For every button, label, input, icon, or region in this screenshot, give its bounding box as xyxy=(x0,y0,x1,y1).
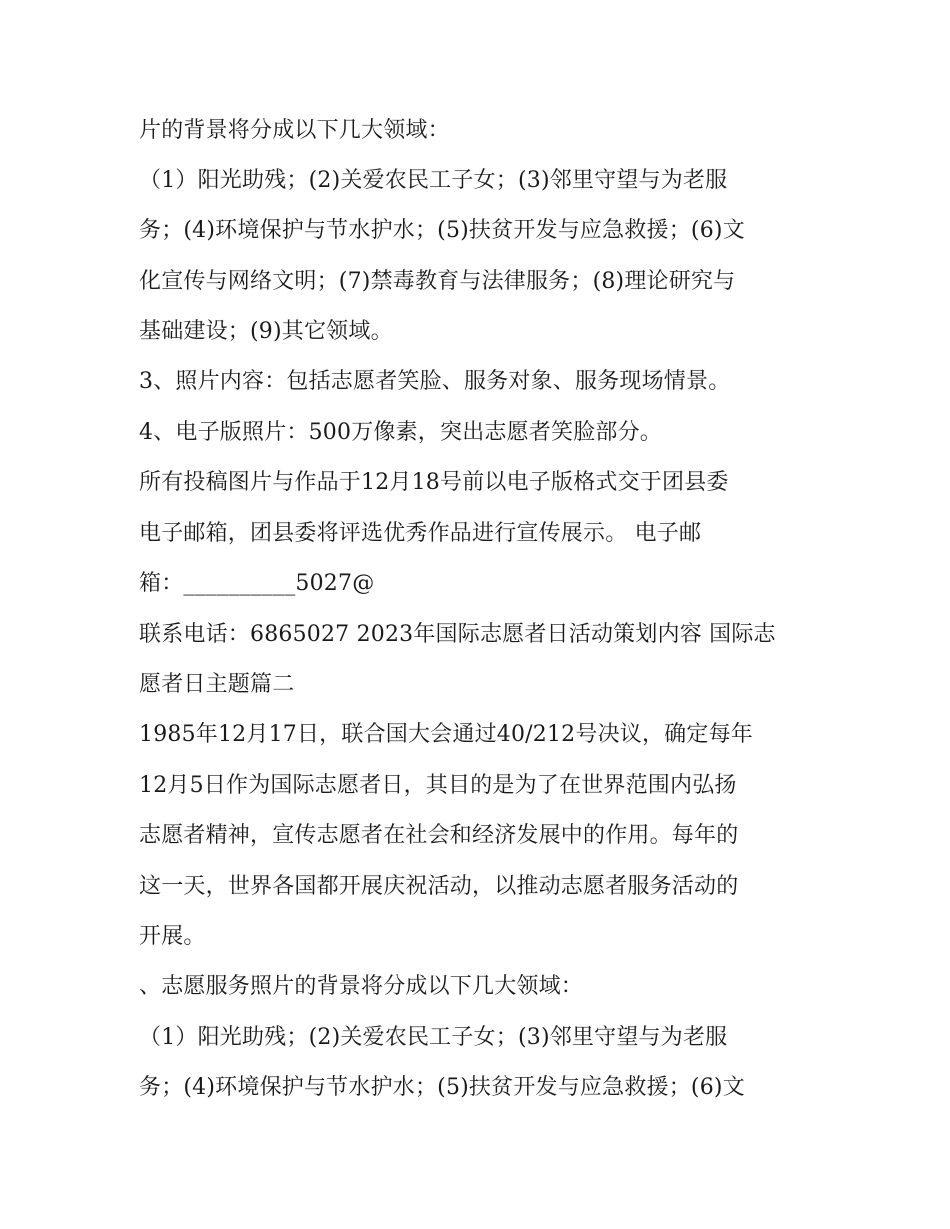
text-line: 片的背景将分成以下几大领域： xyxy=(139,118,450,143)
text-line: 12月5日作为国际志愿者日，其目的是为了在世界范围内弘扬 xyxy=(139,773,737,798)
text-line: 务；(4)环境保护与节水护水；(5)扶贫开发与应急救援；(6)文 xyxy=(139,1075,745,1100)
text-line: 基础建设；(9)其它领域。 xyxy=(139,319,393,344)
text-line: （1）阳光助残；(2)关爱农民工子女；(3)邻里守望与为老服 xyxy=(139,1025,728,1050)
text-line: 开展。 xyxy=(139,924,206,949)
text-line: 志愿者精神，宣传志愿者在社会和经济发展中的作用。每年的 xyxy=(139,823,739,848)
text-line: 电子邮箱，团县委将评选优秀作品进行宣传展示。 电子邮 xyxy=(139,521,702,546)
text-line: （1）阳光助残；(2)关爱农民工子女；(3)邻里守望与为老服 xyxy=(139,168,728,193)
text-line: 务；(4)环境保护与节水护水；(5)扶贫开发与应急救援；(6)文 xyxy=(139,218,745,243)
text-line: 3、照片内容：包括志愿者笑脸、服务对象、服务现场情景。 xyxy=(139,369,731,394)
text-line: 1985年12月17日，联合国大会通过40/212号决议，确定每年 xyxy=(139,722,753,747)
text-line: 箱：__________5027@ xyxy=(139,571,375,596)
text-line: 化宣传与网络文明；(7)禁毒教育与法律服务；(8)理论研究与 xyxy=(139,269,736,294)
text-line: 所有投稿图片与作品于12月18号前以电子版格式交于团县委 xyxy=(139,470,729,495)
text-line: 联系电话：6865027 2023年国际志愿者日活动策划内容 国际志 xyxy=(139,622,776,647)
text-line: 这一天，世界各国都开展庆祝活动，以推动志愿者服务活动的 xyxy=(139,874,739,899)
text-line: 4、电子版照片：500万像素，突出志愿者笑脸部分。 xyxy=(139,420,662,445)
text-line: 愿者日主题篇二 xyxy=(139,672,295,697)
text-line: 、志愿服务照片的背景将分成以下几大领域： xyxy=(139,974,584,999)
